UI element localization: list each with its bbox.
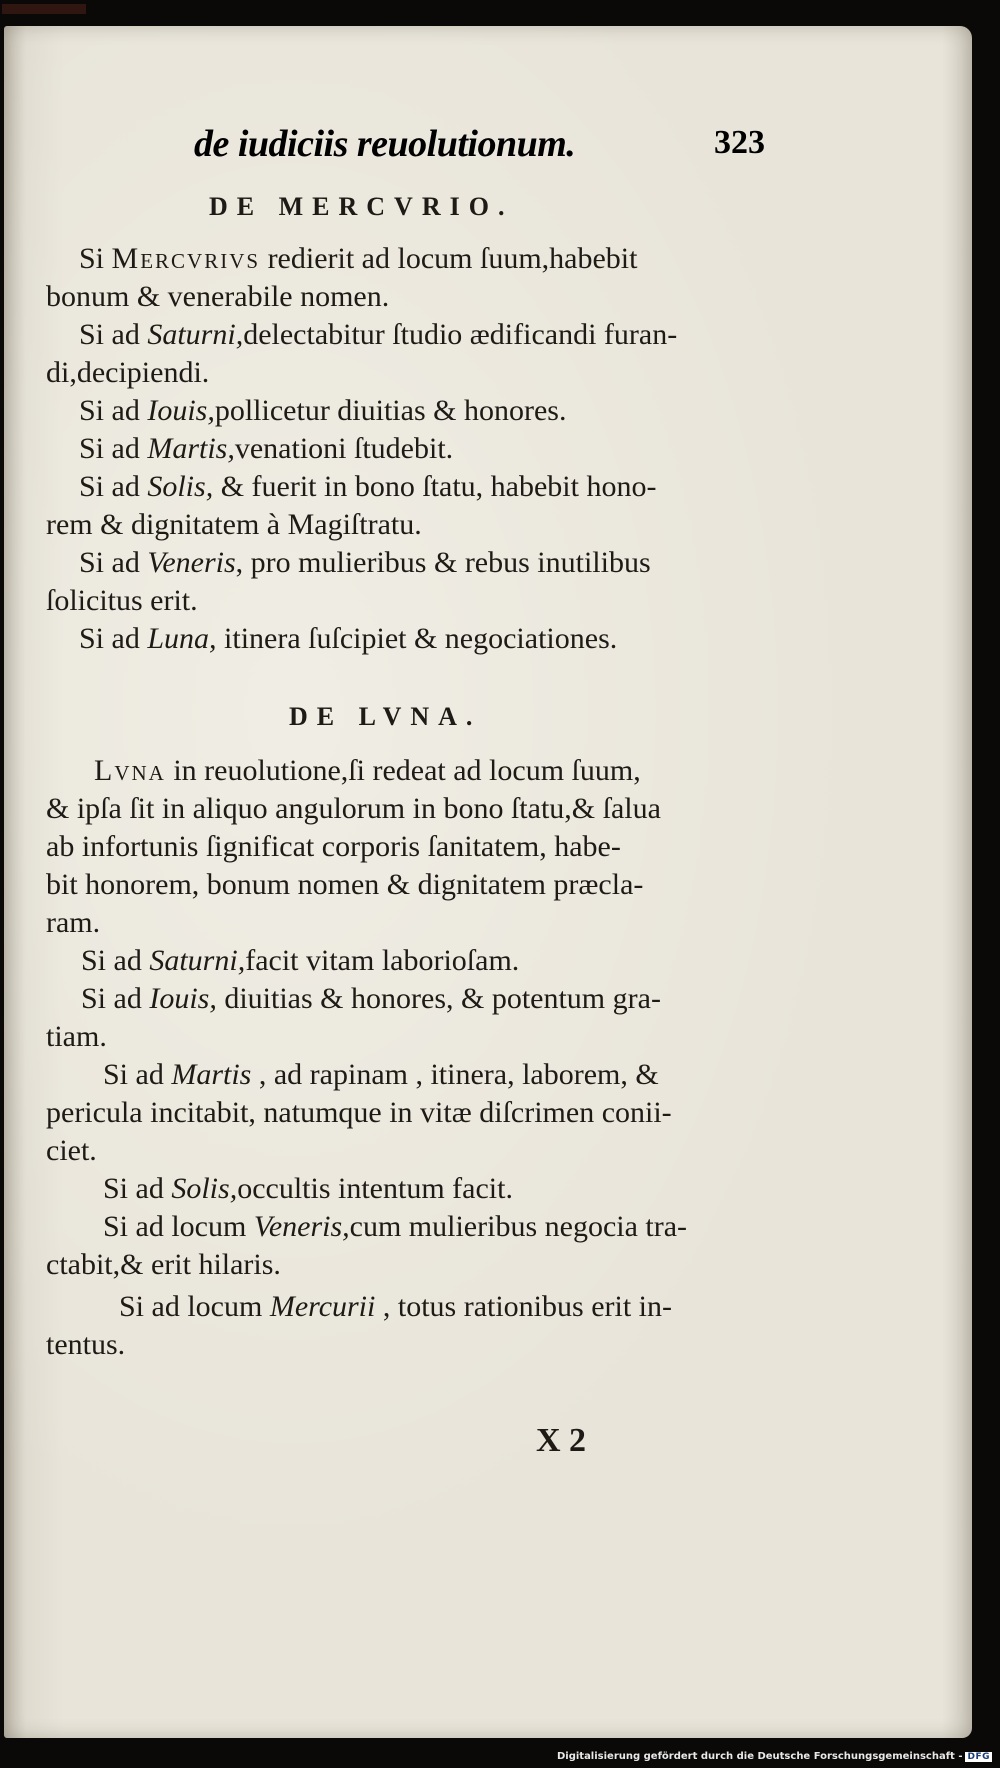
italic-run: Iouis, [149, 982, 217, 1015]
text-run: pericula incitabit, natumque in vitæ diſcrimen conii- [46, 1096, 672, 1129]
text-run: in reuolutione,ſi redeat ad locum ſuum, [165, 754, 641, 787]
text-run: ciet. [46, 1134, 97, 1167]
text-run: bit honorem, bonum nomen & dignitatem præcla- [46, 868, 644, 901]
text-run: occultis intentum facit. [237, 1172, 513, 1205]
text-run: Si ad [79, 546, 148, 579]
luna-line-5 [81, 942, 519, 980]
text-run: , ad rapinam , itinera, laborem, & [251, 1058, 659, 1091]
text-run: Si ad [79, 470, 148, 503]
italic-run: Saturni, [149, 944, 246, 977]
italic-run: Mercurii [269, 1290, 376, 1323]
text-run: Si [79, 242, 112, 275]
text-run: tentus. [46, 1328, 126, 1361]
italic-run: Saturni, [147, 318, 244, 351]
text-run: rem & dignitatem à Magiſtratu. [46, 508, 422, 541]
running-head: de iudiciis reuolutionum. [194, 123, 576, 165]
mercurius-line-2 [79, 316, 677, 354]
digitization-footer [557, 1751, 992, 1762]
text-run: tiam. [46, 1020, 107, 1053]
mercurius-line-0 [79, 240, 637, 278]
text-run: Si ad locum [119, 1290, 270, 1323]
dfg-logo: DFG [967, 1752, 990, 1762]
italic-run: Veneris [147, 546, 236, 579]
luna-line-6 [81, 980, 661, 1018]
section-title-luna: DE LVNA. [289, 702, 482, 731]
luna-line-3 [46, 866, 643, 904]
text-run: delectabitur ſtudio ædificandi furan- [243, 318, 678, 351]
text-run: Si ad [79, 622, 148, 655]
text-run: cum mulieribus negocia tra- [349, 1210, 688, 1243]
mercurius-line-10 [79, 620, 617, 658]
small-caps-run: Lvna [94, 754, 166, 787]
text-run: ram. [46, 906, 101, 939]
luna-line-1 [46, 790, 661, 828]
text-run: diuitias & honores, & potentum gra- [216, 982, 661, 1015]
text-run: Si ad [79, 394, 148, 427]
text-run: Si ad [81, 982, 150, 1015]
luna-line-0 [94, 752, 641, 790]
text-run: di,decipiendi. [46, 356, 210, 389]
mercurius-line-1 [46, 278, 389, 316]
mercurius-line-8 [79, 544, 651, 582]
text-run: itinera ſuſcipiet & negociationes. [216, 622, 618, 655]
mercurius-line-9 [46, 582, 198, 620]
text-run: ab infortunis ſignificat corporis ſanitatem, habe- [46, 830, 621, 863]
text-run: Si ad [79, 318, 148, 351]
italic-run: Martis [171, 1058, 252, 1091]
text-run: Si ad locum [103, 1210, 254, 1243]
signature-mark: X 2 [536, 1422, 587, 1459]
luna-line-9 [46, 1094, 672, 1132]
text-run: , pro mulieribus & rebus inutilibus [235, 546, 651, 579]
luna-line-12 [103, 1208, 687, 1246]
text-run: facit vitam laborioſam. [245, 944, 520, 977]
italic-run: Solis, [147, 470, 214, 503]
italic-run: Solis, [171, 1172, 238, 1205]
luna-line-13 [46, 1246, 281, 1284]
footer-text: Digitalisierung gefördert durch die Deutsche Forschungsgemeinschaft - [556, 1751, 963, 1762]
text-run: redierit ad locum ſuum,habebit [260, 242, 638, 275]
text-run: ſolicitus erit. [46, 584, 198, 617]
mercurius-line-7 [46, 506, 422, 544]
luna-line-11 [103, 1170, 513, 1208]
mercurius-line-5 [79, 430, 453, 468]
text-run: Si ad [79, 432, 148, 465]
italic-run: Martis, [147, 432, 235, 465]
text-run: Si ad [81, 944, 150, 977]
text-run: & ipſa ſit in aliquo angulorum in bono ſtatu,& ſalua [46, 792, 661, 825]
book-page [4, 26, 972, 1738]
text-run: Si ad [103, 1058, 172, 1091]
luna-line-10 [46, 1132, 97, 1170]
luna-line-7 [46, 1018, 107, 1056]
luna-line-2 [46, 828, 621, 866]
text-run: & fuerit in bono ſtatu, habebit hono- [213, 470, 657, 503]
luna-line-4 [46, 904, 100, 942]
mercurius-line-6 [79, 468, 656, 506]
text-run: , totus rationibus erit in- [375, 1290, 672, 1323]
edge-mark [2, 4, 86, 14]
mercurius-line-3 [46, 354, 209, 392]
luna-line-15 [46, 1326, 125, 1364]
text-run: ctabit,& erit hilaris. [46, 1248, 281, 1281]
small-caps-run: Mercvrivs [111, 242, 261, 275]
italic-run: Veneris, [253, 1210, 350, 1243]
luna-line-8 [103, 1056, 659, 1094]
luna-line-14 [119, 1288, 672, 1326]
italic-run: Iouis, [147, 394, 215, 427]
mercurius-line-4 [79, 392, 566, 430]
text-run: bonum & venerabile nomen. [46, 280, 390, 313]
italic-run: Luna, [147, 622, 217, 655]
text-run: Si ad [103, 1172, 172, 1205]
text-run: venationi ſtudebit. [234, 432, 454, 465]
text-run: pollicetur diuitias & honores. [214, 394, 567, 427]
page-number: 323 [714, 124, 765, 161]
section-title-mercurius: DE MERCVRIO. [209, 192, 514, 221]
